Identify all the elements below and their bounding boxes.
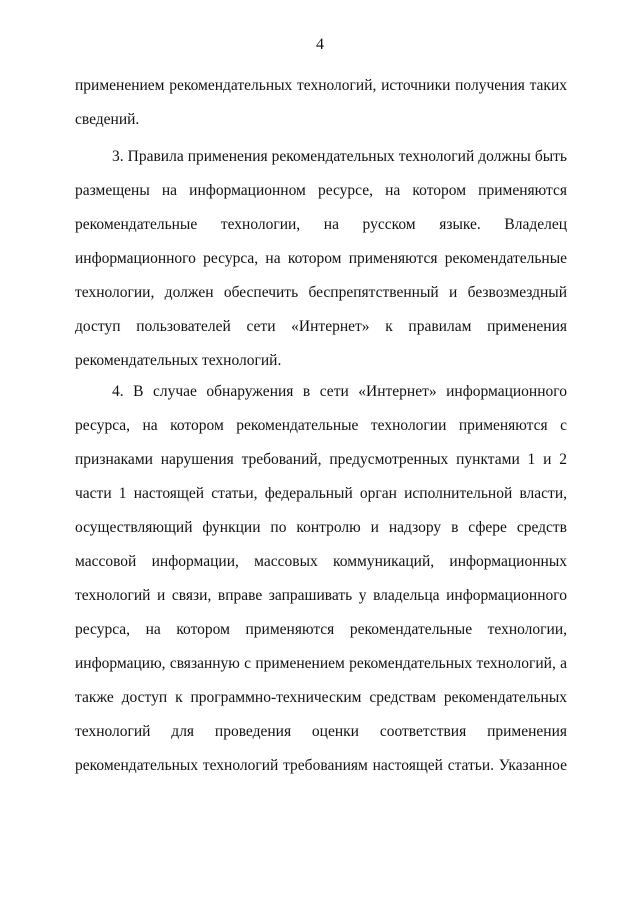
text-line: осуществляющий функции по контролю и надзору в сфере средств: [75, 519, 567, 536]
page-number: 4: [316, 36, 324, 53]
text-line: информационного ресурса, на котором применяются рекомендательные: [75, 250, 567, 267]
text-line: рекомендательные технологии, на русском языке. Владелец: [75, 216, 567, 233]
paragraph-4: [75, 375, 567, 783]
text-line: ресурса, на котором рекомендательные технологии применяются с: [75, 417, 567, 434]
text-line: доступ пользователей сети «Интернет» к правилам применения: [75, 318, 567, 335]
text-line: технологии, должен обеспечить беспрепятственный и безвозмездный: [75, 284, 567, 301]
text-line: 4. В случае обнаружения в сети «Интернет» информационного: [112, 383, 567, 400]
text-line: рекомендательных технологий требованиям настоящей статьи. Указанное: [75, 757, 567, 774]
text-line: рекомендательных технологий.: [75, 352, 282, 369]
text-line: массовой информации, массовых коммуникаций, информационных: [75, 553, 567, 570]
text-line: применением рекомендательных технологий, источники получения таких: [75, 77, 567, 94]
text-line: технологий и связи, вправе запрашивать у владельца информационного: [75, 587, 567, 604]
text-line: размещены на информационном ресурсе, на котором применяются: [75, 182, 567, 199]
text-line: также доступ к программно-техническим средствам рекомендательных: [75, 689, 567, 706]
text-line: информацию, связанную с применением рекомендательных технологий, а: [75, 655, 567, 672]
paragraph-continuation: [75, 69, 567, 137]
text-line: части 1 настоящей статьи, федеральный орган исполнительной власти,: [75, 485, 567, 502]
text-line: сведений.: [75, 111, 140, 128]
text-line: ресурса, на котором применяются рекомендательные технологии,: [75, 621, 567, 638]
text-line: 3. Правила применения рекомендательных технологий должны быть: [112, 148, 567, 165]
paragraph-3: [75, 140, 567, 378]
text-line: признаками нарушения требований, предусмотренных пунктами 1 и 2: [75, 451, 567, 468]
text-line: технологий для проведения оценки соответствия применения: [75, 723, 567, 740]
